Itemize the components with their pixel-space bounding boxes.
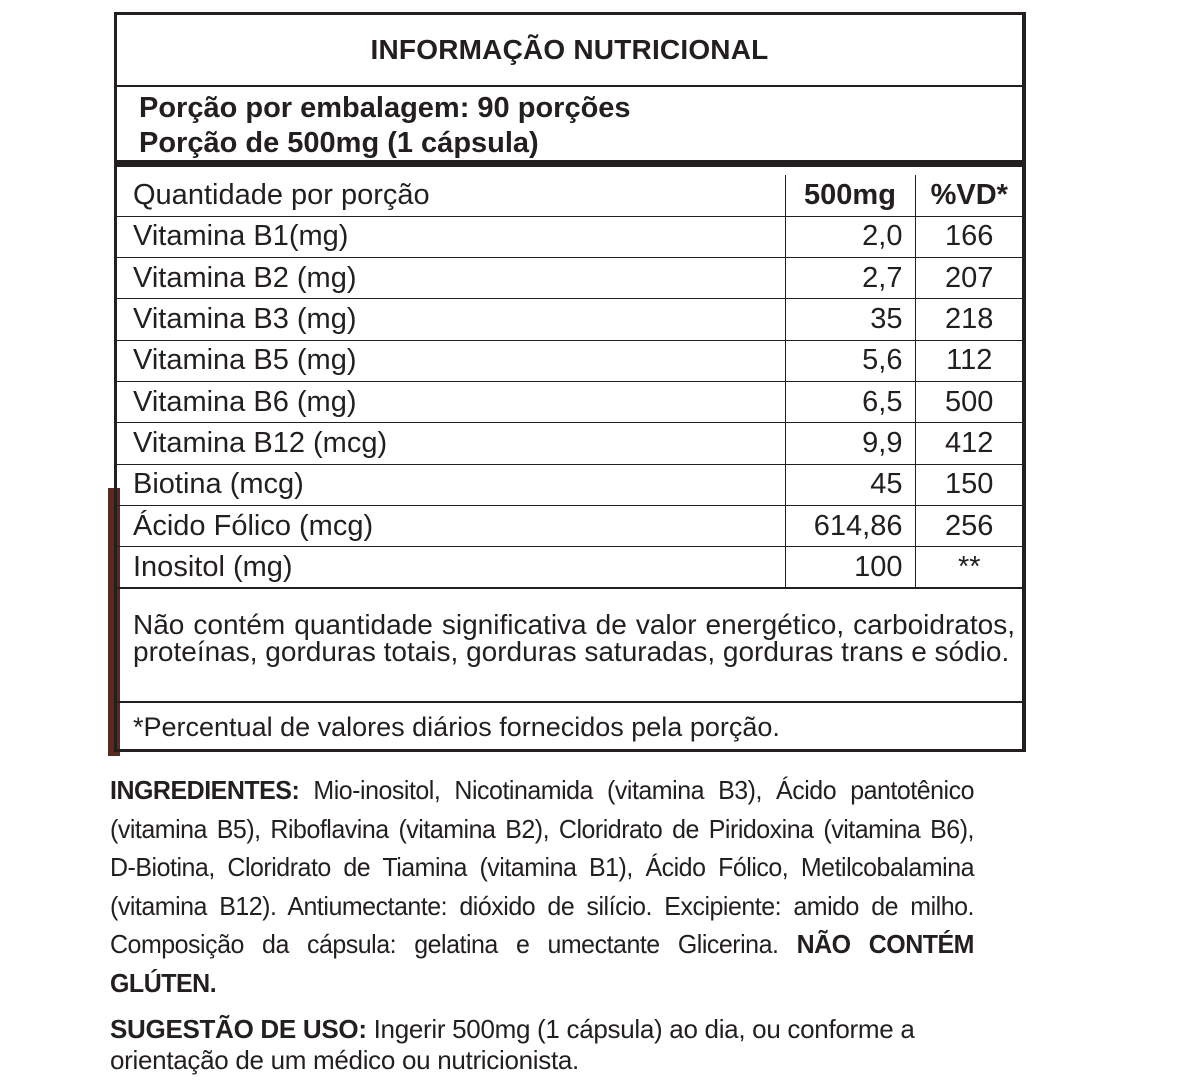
nutrient-amount: 614,86: [785, 505, 915, 546]
table-row: [117, 299, 1023, 340]
nutrient-name: Vitamina B6 (mg): [117, 381, 785, 422]
table-row: [117, 381, 1023, 422]
gluten-warning: NÃO CONTÉM GLÚTEN.: [110, 929, 974, 998]
insignificant-amounts-note: Não contém quantidade significativa de valor energético, carboidratos, proteínas, gorduras totais, gorduras saturadas, gorduras trans e sódio.: [117, 599, 1023, 703]
table-row: [117, 340, 1023, 381]
serving-info: [117, 85, 1022, 167]
nutrient-name: Ácido Fólico (mcg): [117, 505, 785, 546]
nutrition-table: [117, 175, 1023, 589]
nutrient-amount: 6,5: [785, 381, 915, 422]
nutrient-amount: 5,6: [785, 340, 915, 381]
table-row: [117, 423, 1023, 464]
nutrient-amount: 45: [785, 464, 915, 505]
nutrient-name: Vitamina B1(mg): [117, 216, 785, 257]
table-row: [117, 216, 1023, 257]
nutrient-name: Vitamina B2 (mg): [117, 258, 785, 299]
nutrient-vd: 112: [915, 340, 1023, 381]
nutrient-vd: **: [915, 547, 1023, 588]
nutrient-name: Vitamina B12 (mcg): [117, 423, 785, 464]
nutrient-vd: 256: [915, 505, 1023, 546]
table-row: [117, 464, 1023, 505]
daily-value-footnote: *Percentual de valores diários fornecidos pela porção.: [133, 712, 780, 742]
nutrient-vd: 500: [915, 381, 1023, 422]
nutrient-vd: 218: [915, 299, 1023, 340]
panel-title: INFORMAÇÃO NUTRICIONAL: [370, 34, 769, 65]
table-row: [117, 505, 1023, 546]
serving-size: Porção de 500mg (1 cápsula): [139, 127, 539, 159]
usage-paragraph: [110, 1014, 1010, 1076]
usage-heading: SUGESTÃO DE USO:: [110, 1014, 367, 1044]
table-row: [117, 547, 1023, 588]
nutrient-vd: 150: [915, 464, 1023, 505]
nutrient-amount: 100: [785, 547, 915, 588]
panel-title-row: [117, 15, 1022, 87]
nutrient-vd: 166: [915, 216, 1023, 257]
ingredients-heading: INGREDIENTES:: [110, 775, 300, 805]
nutrient-amount: 9,9: [785, 423, 915, 464]
nutrient-vd: 207: [915, 258, 1023, 299]
nutrient-name: Vitamina B3 (mg): [117, 299, 785, 340]
table-header-row: [117, 175, 1023, 216]
ingredients-text: Mio-inositol, Nicotinamida (vitamina B3), Ácido pantotênico (vitamina B5), Riboflavina (vitamina B2), Cloridrato de Piridoxina (vitamina B6), D-Biotina, Cloridrato de Tiamina (vitamina B1), Ácido Fólico, Metilcobalamina (vitamina B12). Antiumectante: dióxido de silício. Excipiente: amido de milho. Composição da cápsula: gelatina e umectante Glicerina.: [110, 775, 974, 959]
nutrient-name: Vitamina B5 (mg): [117, 340, 785, 381]
usage-text: Ingerir 500mg (1 cápsula) ao dia, ou conforme a orientação de um médico ou nutricionista.: [110, 1014, 915, 1075]
nutrition-facts-panel: [114, 12, 1026, 752]
nutrient-name: Biotina (mcg): [117, 464, 785, 505]
header-amount: 500mg: [785, 175, 915, 216]
nutrient-name: Inositol (mg): [117, 547, 785, 588]
nutrient-amount: 2,7: [785, 258, 915, 299]
table-row: [117, 258, 1023, 299]
servings-per-package: Porção por embalagem: 90 porções: [139, 92, 631, 124]
ingredients-paragraph: [110, 771, 974, 1002]
nutrient-amount: 2,0: [785, 216, 915, 257]
nutrient-amount: 35: [785, 299, 915, 340]
nutrient-vd: 412: [915, 423, 1023, 464]
header-name: Quantidade por porção: [117, 175, 785, 216]
header-vd: %VD*: [915, 175, 1023, 216]
